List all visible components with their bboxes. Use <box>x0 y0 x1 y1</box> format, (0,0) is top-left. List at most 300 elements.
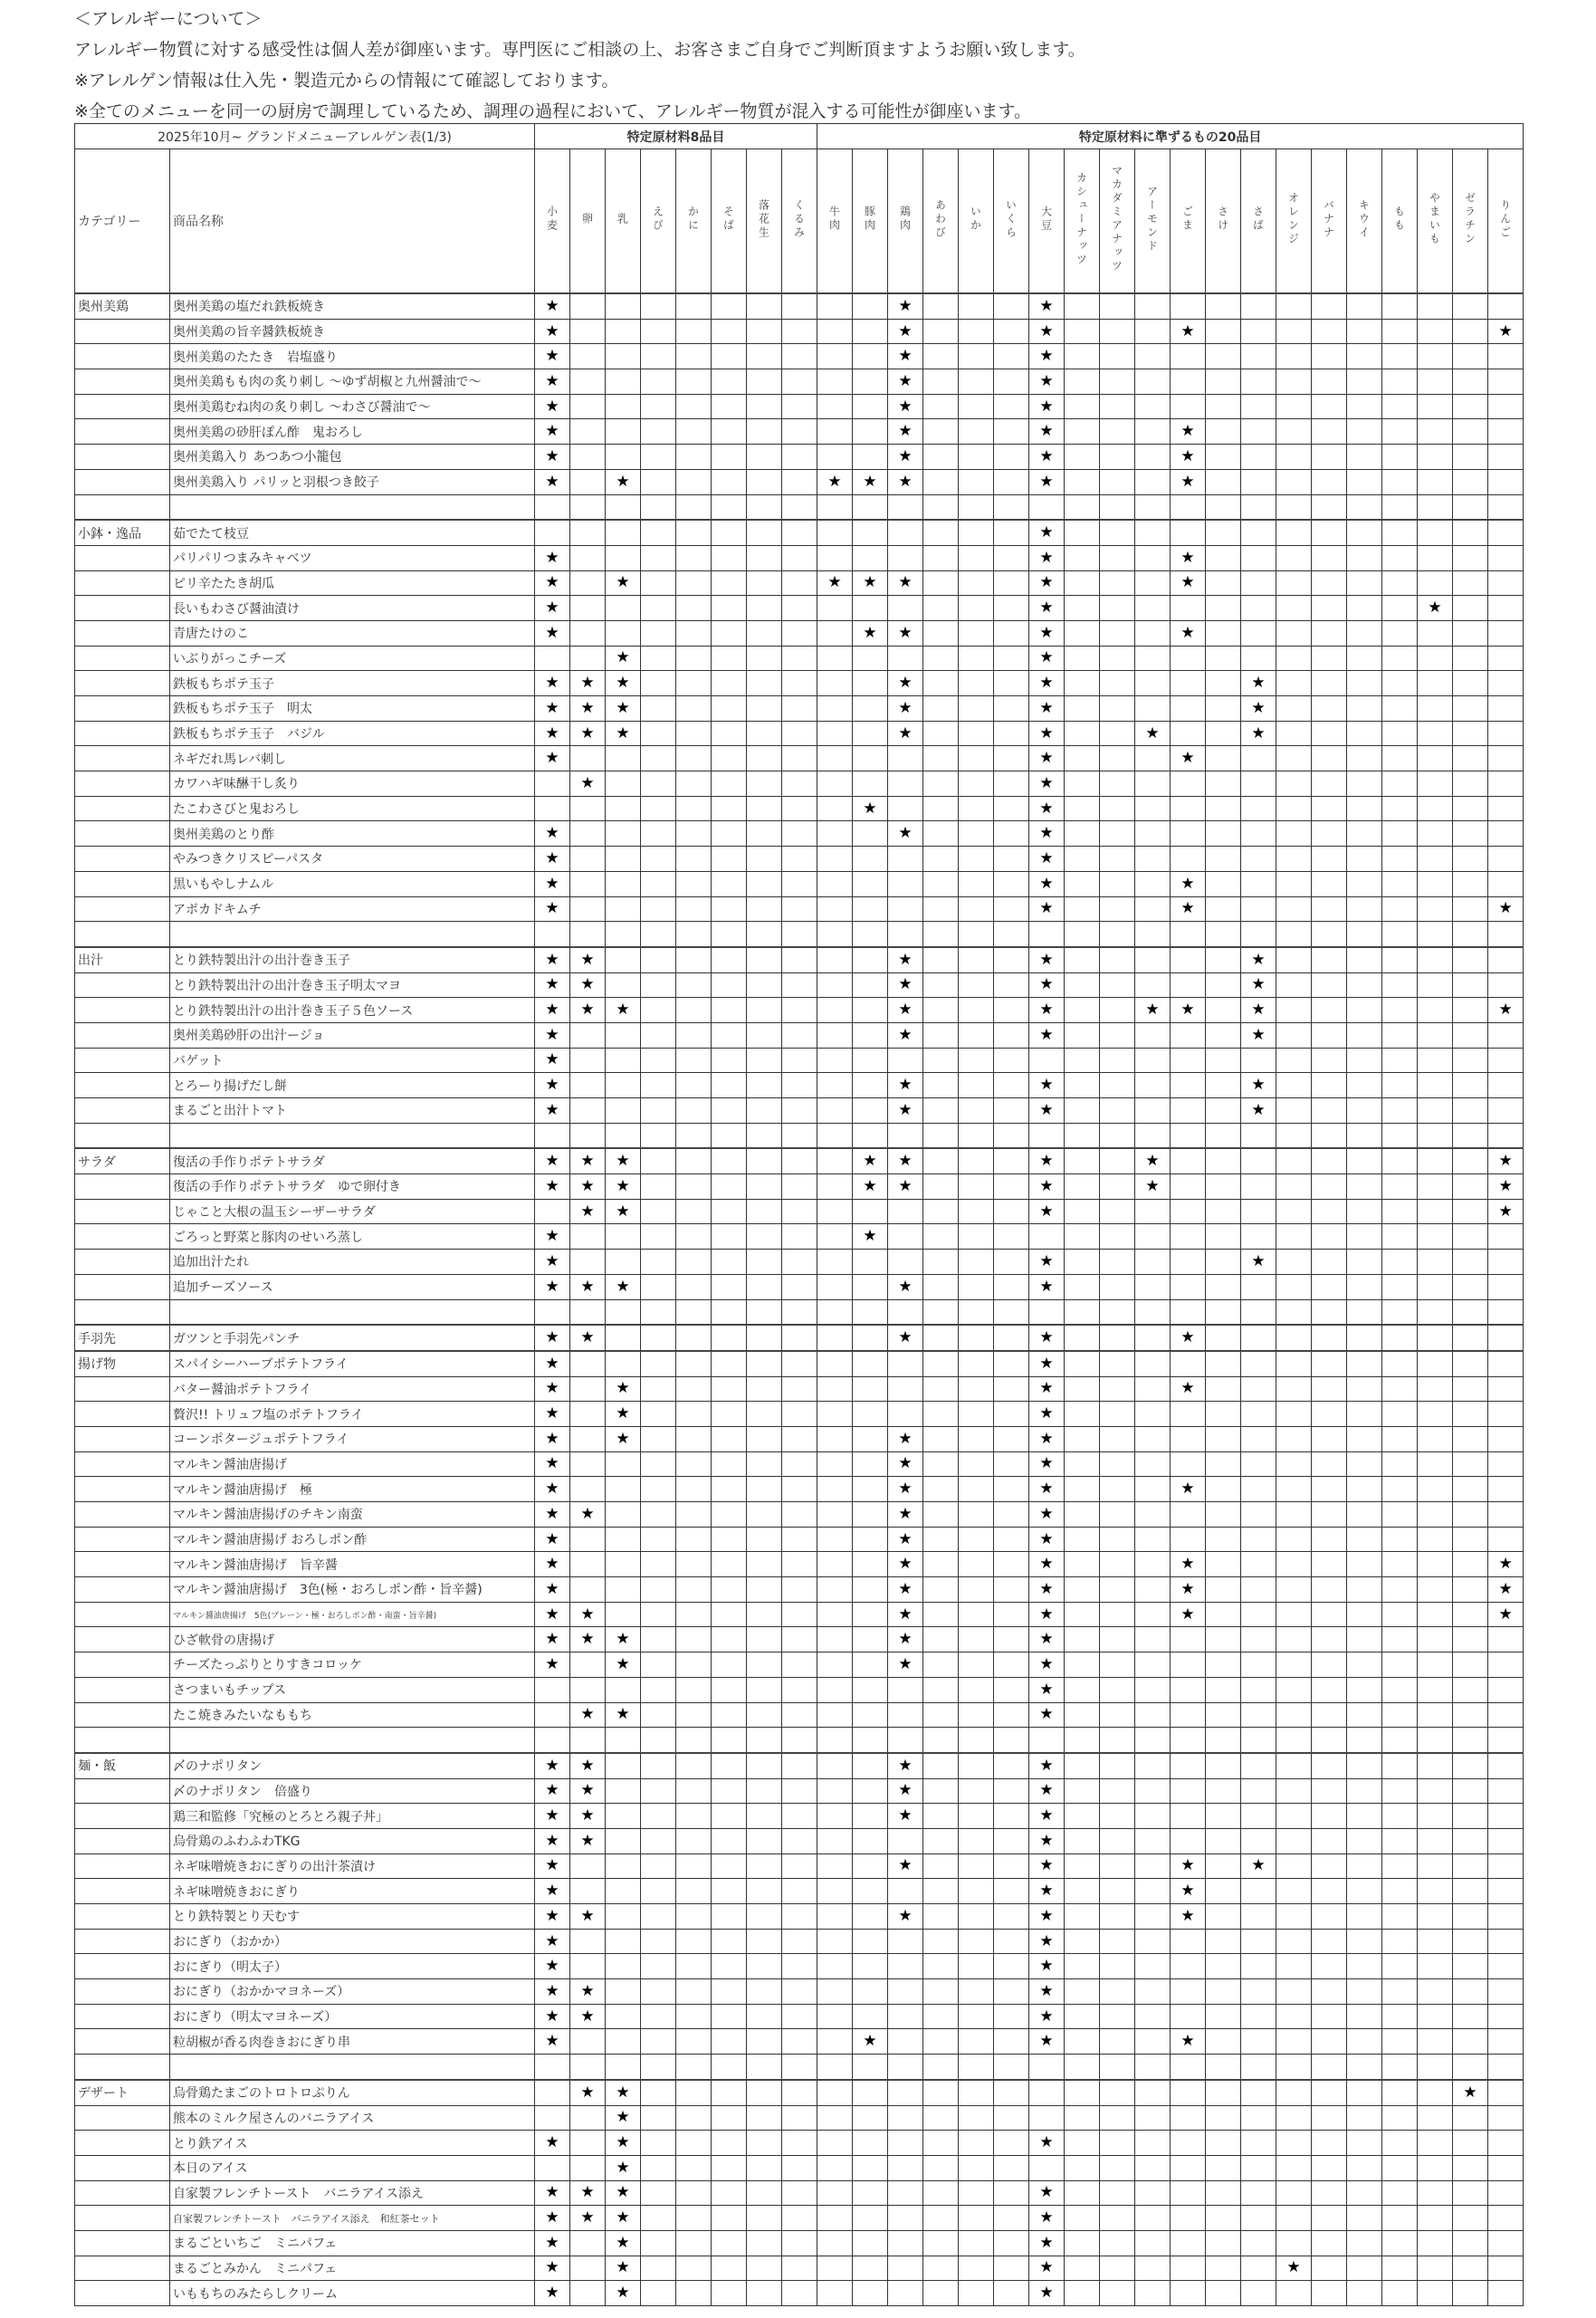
allergen-empty-cell <box>1312 1702 1347 1728</box>
allergen-empty-cell <box>1276 1299 1312 1325</box>
allergen-empty-cell <box>923 1426 959 1451</box>
allergen-empty-cell <box>1065 2004 1100 2029</box>
allergen-empty-cell <box>1171 369 1206 395</box>
allergen-empty-cell <box>1347 469 1382 494</box>
allergen-empty-cell <box>1171 646 1206 671</box>
allergen-empty-cell <box>1206 570 1241 596</box>
allergen-empty-cell <box>1418 922 1453 947</box>
allergen-empty-cell <box>1100 947 1135 972</box>
allergen-empty-cell <box>570 2281 606 2306</box>
allergen-empty-cell <box>959 419 994 445</box>
allergen-star-icon: ★ <box>606 2281 641 2306</box>
allergen-empty-cell <box>1276 293 1312 319</box>
allergen-empty-cell <box>1453 1929 1488 1954</box>
allergen-empty-cell <box>817 1702 853 1728</box>
allergen-empty-cell <box>1488 646 1524 671</box>
allergen-empty-cell <box>712 1426 747 1451</box>
allergen-star-icon: ★ <box>535 1602 570 1627</box>
allergen-empty-cell <box>1135 1224 1171 1250</box>
allergen-empty-cell <box>1453 721 1488 746</box>
allergen-empty-cell <box>570 2105 606 2131</box>
table-row <box>75 1753 1524 1778</box>
allergen-empty-cell <box>1453 2180 1488 2206</box>
allergen-star-icon: ★ <box>570 696 606 722</box>
allergen-empty-cell <box>1453 972 1488 998</box>
allergen-empty-cell <box>1100 1325 1135 1351</box>
allergen-empty-cell <box>641 1048 676 1073</box>
allergen-empty-cell <box>853 2055 888 2080</box>
allergen-empty-cell <box>1241 520 1276 545</box>
allergen-empty-cell <box>1135 1250 1171 1275</box>
allergen-empty-cell <box>1065 1325 1100 1351</box>
allergen-empty-cell <box>1100 1652 1135 1678</box>
allergen-star-icon: ★ <box>606 721 641 746</box>
allergen-empty-cell <box>1347 896 1382 922</box>
allergen-empty-cell <box>888 545 923 570</box>
allergen-empty-cell <box>888 520 923 545</box>
allergen-empty-cell <box>641 1123 676 1148</box>
allergen-star-icon: ★ <box>1029 2206 1065 2231</box>
allergen-empty-cell <box>1206 2105 1241 2131</box>
allergen-star-icon: ★ <box>1029 771 1065 797</box>
table-row <box>75 620 1524 646</box>
allergen-empty-cell <box>1276 1402 1312 1427</box>
allergen-empty-cell <box>1453 1477 1488 1502</box>
allergen-empty-cell <box>747 1602 782 1627</box>
allergen-empty-cell <box>853 2004 888 2029</box>
allergen-empty-cell <box>712 1048 747 1073</box>
allergen-empty-cell <box>1382 520 1418 545</box>
allergen-empty-cell <box>606 2029 641 2055</box>
allergen-empty-cell <box>959 1853 994 1879</box>
allergen-empty-cell <box>959 1979 994 2005</box>
allergen-empty-cell <box>570 871 606 896</box>
allergen-empty-cell <box>747 570 782 596</box>
allergen-empty-cell <box>1488 1224 1524 1250</box>
allergen-empty-cell <box>676 469 712 494</box>
product-name-cell: まるごといちご ミニパフェ <box>170 2230 535 2256</box>
allergen-empty-cell <box>1276 1250 1312 1275</box>
table-row <box>75 1652 1524 1678</box>
allergen-star-icon: ★ <box>606 1274 641 1299</box>
allergen-empty-cell <box>1347 1148 1382 1173</box>
allergen-empty-cell <box>1382 1728 1418 1753</box>
allergen-empty-cell <box>853 1351 888 1376</box>
allergen-empty-cell <box>1488 1502 1524 1528</box>
allergen-empty-cell <box>853 1527 888 1552</box>
allergen-empty-cell <box>994 1527 1029 1552</box>
allergen-empty-cell <box>1100 2055 1135 2080</box>
allergen-empty-cell <box>1241 2131 1276 2156</box>
allergen-star-icon: ★ <box>1135 998 1171 1023</box>
allergen-empty-cell <box>1382 2155 1418 2180</box>
allergen-empty-cell <box>888 1828 923 1853</box>
allergen-empty-cell <box>641 1778 676 1804</box>
table-row <box>75 1677 1524 1702</box>
allergen-empty-cell <box>817 1477 853 1502</box>
allergen-empty-cell <box>1347 1552 1382 1577</box>
allergen-empty-cell <box>1241 1879 1276 1904</box>
allergen-empty-cell <box>782 1123 817 1148</box>
allergen-empty-cell <box>994 2080 1029 2105</box>
category-cell <box>75 998 170 1023</box>
allergen-empty-cell <box>676 1652 712 1678</box>
allergen-empty-cell <box>1135 1627 1171 1652</box>
allergen-empty-cell <box>1065 1577 1100 1603</box>
allergen-empty-cell <box>1488 2155 1524 2180</box>
allergen-empty-cell <box>747 1552 782 1577</box>
allergen-empty-cell <box>1347 1502 1382 1528</box>
allergen-empty-cell <box>676 1174 712 1200</box>
product-name-cell: 追加出汁たれ <box>170 1250 535 1275</box>
allergen-star-icon: ★ <box>1029 2180 1065 2206</box>
allergen-empty-cell <box>570 1853 606 1879</box>
product-name-cell: とり鉄アイス <box>170 2131 535 2156</box>
allergen-empty-cell <box>641 1250 676 1275</box>
allergen-empty-cell <box>994 671 1029 696</box>
allergen-empty-cell <box>888 746 923 771</box>
allergen-star-icon: ★ <box>1171 419 1206 445</box>
category-cell <box>75 2206 170 2231</box>
allergen-empty-cell <box>1312 1954 1347 1979</box>
allergen-empty-cell <box>1418 2029 1453 2055</box>
allergen-empty-cell <box>1276 2029 1312 2055</box>
allergen-empty-cell <box>959 1199 994 1224</box>
allergen-empty-cell <box>1382 394 1418 419</box>
allergen-empty-cell <box>1312 821 1347 847</box>
allergen-empty-cell <box>1135 1351 1171 1376</box>
allergen-empty-cell <box>1100 1123 1135 1148</box>
allergen-star-icon: ★ <box>1171 1376 1206 1402</box>
allergen-empty-cell <box>676 1451 712 1477</box>
allergen-empty-cell <box>712 1376 747 1402</box>
allergen-empty-cell <box>1276 1652 1312 1678</box>
product-name-cell: 粒胡椒が香る肉巻きおにぎり串 <box>170 2029 535 2055</box>
allergen-empty-cell <box>641 1954 676 1979</box>
allergen-empty-cell <box>712 1904 747 1930</box>
allergen-empty-cell <box>817 1451 853 1477</box>
allergen-empty-cell <box>817 1402 853 1427</box>
allergen-empty-cell <box>1312 972 1347 998</box>
allergen-empty-cell <box>923 2256 959 2281</box>
allergen-empty-cell <box>1241 1426 1276 1451</box>
allergen-empty-cell <box>712 896 747 922</box>
allergen-empty-cell <box>959 2155 994 2180</box>
allergen-empty-cell <box>1382 1677 1418 1702</box>
allergen-star-icon: ★ <box>1029 871 1065 896</box>
allergen-empty-cell <box>782 1174 817 1200</box>
allergen-empty-cell <box>1065 1753 1100 1778</box>
allergen-empty-cell <box>994 1677 1029 1702</box>
blank-row <box>75 1728 1524 1753</box>
allergen-empty-cell <box>747 1804 782 1829</box>
table-row <box>75 570 1524 596</box>
allergen-empty-cell <box>676 947 712 972</box>
allergen-empty-cell <box>853 1728 888 1753</box>
allergen-empty-cell <box>641 1174 676 1200</box>
allergen-empty-cell <box>1382 847 1418 872</box>
allergen-empty-cell <box>1171 1098 1206 1124</box>
allergen-empty-cell <box>747 871 782 896</box>
allergen-empty-cell <box>923 1048 959 1073</box>
allergen-empty-cell <box>959 2029 994 2055</box>
allergen-empty-cell <box>853 1325 888 1351</box>
allergen-empty-cell <box>570 2029 606 2055</box>
allergen-empty-cell <box>606 1325 641 1351</box>
allergen-empty-cell <box>535 1123 570 1148</box>
allergen-star-icon: ★ <box>570 2080 606 2105</box>
allergen-star-icon: ★ <box>535 1527 570 1552</box>
allergen-empty-cell <box>959 1652 994 1678</box>
allergen-empty-cell <box>1206 596 1241 621</box>
allergen-star-icon: ★ <box>1029 1022 1065 1048</box>
allergen-label: アーモンド <box>1145 185 1159 254</box>
allergen-empty-cell <box>1135 746 1171 771</box>
allergen-empty-cell <box>782 2206 817 2231</box>
allergen-empty-cell <box>923 1954 959 1979</box>
allergen-empty-cell <box>1488 1904 1524 1930</box>
allergen-empty-cell <box>641 319 676 344</box>
allergen-empty-cell <box>1241 620 1276 646</box>
allergen-empty-cell <box>1065 746 1100 771</box>
allergen-empty-cell <box>1206 896 1241 922</box>
category-cell <box>75 1602 170 1627</box>
allergen-empty-cell <box>676 494 712 520</box>
allergen-empty-cell <box>1100 419 1135 445</box>
allergen-empty-cell <box>1312 1929 1347 1954</box>
allergen-empty-cell <box>676 1477 712 1502</box>
allergen-empty-cell <box>712 771 747 797</box>
allergen-star-icon: ★ <box>1029 1954 1065 1979</box>
allergen-empty-cell <box>1100 1627 1135 1652</box>
allergen-label: カシューナッツ <box>1075 171 1088 267</box>
allergen-empty-cell <box>1347 1527 1382 1552</box>
allergen-star-icon: ★ <box>535 1979 570 2005</box>
category-cell: 出汁 <box>75 947 170 972</box>
product-name-cell: 青唐たけのこ <box>170 620 535 646</box>
allergen-empty-cell <box>676 2029 712 2055</box>
allergen-star-icon: ★ <box>853 570 888 596</box>
allergen-empty-cell <box>1135 1904 1171 1930</box>
allergen-empty-cell <box>1171 796 1206 821</box>
allergen-empty-cell <box>676 1577 712 1603</box>
allergen-empty-cell <box>994 1577 1029 1603</box>
allergen-empty-cell <box>782 596 817 621</box>
allergen-empty-cell <box>641 2230 676 2256</box>
allergen-empty-cell <box>1488 821 1524 847</box>
allergen-empty-cell <box>641 1274 676 1299</box>
allergen-column-header <box>535 149 570 294</box>
allergen-empty-cell <box>747 771 782 797</box>
allergen-empty-cell <box>817 344 853 369</box>
allergen-empty-cell <box>1453 896 1488 922</box>
allergen-empty-cell <box>1418 1174 1453 1200</box>
allergen-empty-cell <box>994 972 1029 998</box>
allergen-empty-cell <box>1171 1702 1206 1728</box>
allergen-empty-cell <box>888 1376 923 1402</box>
allergen-star-icon: ★ <box>535 1753 570 1778</box>
allergen-empty-cell <box>747 394 782 419</box>
allergen-empty-cell <box>747 1954 782 1979</box>
product-name-cell: 奥州美鶏のとり酢 <box>170 821 535 847</box>
allergen-empty-cell <box>782 922 817 947</box>
allergen-empty-cell <box>1488 1527 1524 1552</box>
allergen-empty-cell <box>959 620 994 646</box>
allergen-empty-cell <box>1312 2230 1347 2256</box>
allergen-empty-cell <box>1100 1376 1135 1402</box>
table-row <box>75 369 1524 395</box>
allergen-empty-cell <box>994 1299 1029 1325</box>
allergen-empty-cell <box>606 1728 641 1753</box>
table-row <box>75 319 1524 344</box>
allergen-empty-cell <box>1488 545 1524 570</box>
allergen-empty-cell <box>1418 1979 1453 2005</box>
allergen-empty-cell <box>641 847 676 872</box>
allergen-empty-cell <box>959 2055 994 2080</box>
allergen-empty-cell <box>676 2281 712 2306</box>
allergen-empty-cell <box>1241 293 1276 319</box>
allergen-empty-cell <box>994 821 1029 847</box>
allergen-empty-cell <box>853 1979 888 2005</box>
allergen-empty-cell <box>1418 369 1453 395</box>
allergen-empty-cell <box>923 1828 959 1853</box>
allergen-empty-cell <box>1488 1250 1524 1275</box>
allergen-empty-cell <box>535 1677 570 1702</box>
allergen-empty-cell <box>959 570 994 596</box>
allergen-empty-cell <box>1100 746 1135 771</box>
allergen-star-icon: ★ <box>1135 1174 1171 1200</box>
allergen-empty-cell <box>1135 2155 1171 2180</box>
allergen-empty-cell <box>817 2105 853 2131</box>
allergen-empty-cell <box>817 1954 853 1979</box>
allergen-empty-cell <box>1100 1098 1135 1124</box>
category-cell <box>75 545 170 570</box>
allergen-empty-cell <box>1100 1602 1135 1627</box>
category-cell <box>75 922 170 947</box>
category-cell <box>75 746 170 771</box>
allergen-empty-cell <box>888 2029 923 2055</box>
allergen-empty-cell <box>1312 494 1347 520</box>
allergen-empty-cell <box>923 2105 959 2131</box>
allergen-empty-cell <box>1029 2055 1065 2080</box>
allergen-empty-cell <box>1453 1299 1488 1325</box>
allergen-star-icon: ★ <box>1029 1250 1065 1275</box>
allergen-empty-cell <box>1418 1148 1453 1173</box>
allergen-empty-cell <box>1418 1929 1453 1954</box>
allergen-empty-cell <box>1347 746 1382 771</box>
allergen-label: マカダミアナッツ <box>1110 165 1123 273</box>
allergen-empty-cell <box>641 721 676 746</box>
allergen-empty-cell <box>641 369 676 395</box>
allergen-empty-cell <box>923 2029 959 2055</box>
allergen-empty-cell <box>1382 419 1418 445</box>
allergen-empty-cell <box>641 1879 676 1904</box>
allergen-empty-cell <box>782 1426 817 1451</box>
allergen-empty-cell <box>959 721 994 746</box>
allergen-empty-cell <box>1382 596 1418 621</box>
allergen-empty-cell <box>782 394 817 419</box>
allergen-empty-cell <box>1382 2180 1418 2206</box>
allergen-empty-cell <box>1241 1652 1276 1678</box>
category-cell <box>75 1652 170 1678</box>
allergen-empty-cell <box>1065 469 1100 494</box>
allergen-empty-cell <box>853 1477 888 1502</box>
allergen-empty-cell <box>1382 646 1418 671</box>
allergen-empty-cell <box>1382 696 1418 722</box>
allergen-empty-cell <box>712 1022 747 1048</box>
category-cell <box>75 1527 170 1552</box>
allergen-empty-cell <box>1418 1376 1453 1402</box>
allergen-empty-cell <box>1382 494 1418 520</box>
allergen-empty-cell <box>1241 1325 1276 1351</box>
allergen-empty-cell <box>1135 570 1171 596</box>
allergen-star-icon: ★ <box>1488 1602 1524 1627</box>
allergen-empty-cell <box>1276 821 1312 847</box>
allergen-empty-cell <box>1347 1199 1382 1224</box>
allergen-empty-cell <box>1276 796 1312 821</box>
allergen-star-icon: ★ <box>535 1627 570 1652</box>
allergen-empty-cell <box>606 1577 641 1603</box>
allergen-empty-cell <box>994 1954 1029 1979</box>
allergen-empty-cell <box>1206 871 1241 896</box>
allergen-empty-cell <box>959 1022 994 1048</box>
allergen-empty-cell <box>1382 1451 1418 1477</box>
allergen-empty-cell <box>1135 1677 1171 1702</box>
allergen-empty-cell <box>959 596 994 621</box>
allergen-empty-cell <box>1382 1174 1418 1200</box>
allergen-label: 大豆 <box>1039 206 1053 233</box>
allergen-empty-cell <box>712 1552 747 1577</box>
allergen-empty-cell <box>1453 1577 1488 1603</box>
allergen-empty-cell <box>712 2206 747 2231</box>
category-cell <box>75 1954 170 1979</box>
allergen-empty-cell <box>888 1728 923 1753</box>
allergen-empty-cell <box>676 2105 712 2131</box>
allergen-star-icon: ★ <box>888 972 923 998</box>
allergen-empty-cell <box>1488 1426 1524 1451</box>
allergen-empty-cell <box>676 344 712 369</box>
allergen-empty-cell <box>1029 494 1065 520</box>
allergen-star-icon: ★ <box>1029 620 1065 646</box>
allergen-empty-cell <box>1418 1250 1453 1275</box>
allergen-empty-cell <box>570 1022 606 1048</box>
allergen-empty-cell <box>817 1426 853 1451</box>
allergen-empty-cell <box>853 2230 888 2256</box>
allergen-empty-cell <box>606 1224 641 1250</box>
table-row <box>75 1702 1524 1728</box>
allergen-empty-cell <box>782 2105 817 2131</box>
allergen-empty-cell <box>676 1073 712 1098</box>
allergen-empty-cell <box>1241 2281 1276 2306</box>
allergen-empty-cell <box>641 1148 676 1173</box>
allergen-empty-cell <box>923 2080 959 2105</box>
allergen-empty-cell <box>1418 494 1453 520</box>
allergen-empty-cell <box>959 1073 994 1098</box>
product-name-cell: 自家製フレンチトースト バニラアイス添え 和紅茶セット <box>170 2206 535 2231</box>
allergen-label: そば <box>722 206 735 233</box>
allergen-star-icon: ★ <box>606 2105 641 2131</box>
allergen-empty-cell <box>747 1402 782 1427</box>
allergen-empty-cell <box>641 620 676 646</box>
allergen-empty-cell <box>1135 972 1171 998</box>
allergen-star-icon: ★ <box>1029 1174 1065 1200</box>
allergen-empty-cell <box>676 1527 712 1552</box>
allergen-empty-cell <box>641 1627 676 1652</box>
allergen-empty-cell <box>1347 821 1382 847</box>
allergen-empty-cell <box>641 545 676 570</box>
allergen-empty-cell <box>1135 1853 1171 1879</box>
allergen-empty-cell <box>888 2155 923 2180</box>
